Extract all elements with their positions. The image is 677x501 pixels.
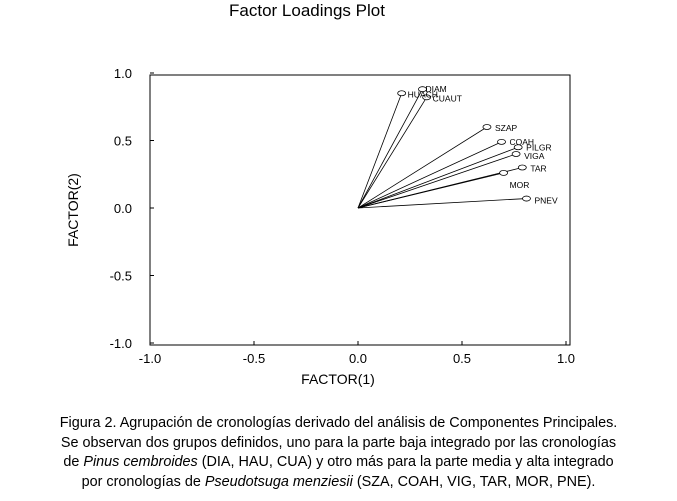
figure-caption bbox=[0, 414, 677, 492]
x-axis-label: FACTOR(1) bbox=[301, 371, 375, 387]
x-tick-label: -0.5 bbox=[242, 351, 266, 366]
loading-label: VIGA bbox=[524, 151, 545, 161]
caption-line-3: de Pinus cembroides (DIA, HAU, CUA) y otro más para la parte media y alta integrado bbox=[63, 454, 614, 470]
loading-label: PNEV bbox=[534, 195, 558, 206]
loading-marker bbox=[522, 196, 530, 201]
loading-label: HUACH bbox=[407, 89, 438, 100]
loading-marker bbox=[398, 91, 406, 96]
y-tick-label: 1.0 bbox=[113, 66, 132, 81]
loading-vector bbox=[358, 97, 427, 208]
x-tick-label: -1.0 bbox=[138, 351, 162, 366]
loading-vector bbox=[358, 147, 518, 208]
y-tick-label: -1.0 bbox=[109, 336, 132, 351]
loading-vector bbox=[358, 89, 422, 208]
loading-label: DIAM bbox=[425, 84, 447, 95]
loading-marker bbox=[500, 170, 508, 175]
loading-vector bbox=[358, 127, 487, 208]
loading-label: COAH bbox=[509, 136, 535, 147]
loading-marker bbox=[512, 152, 520, 157]
caption-line-4: por cronologías de Pseudotsuga menziesii (SZA, COAH, VIG, TAR, MOR, PNE). bbox=[81, 473, 596, 490]
loading-marker bbox=[518, 165, 526, 170]
loading-marker bbox=[498, 139, 506, 144]
loading-vector bbox=[358, 154, 516, 208]
loading-label: TAR bbox=[530, 163, 547, 174]
x-tick-label: 0.5 bbox=[452, 351, 472, 366]
y-tick-label: 0.5 bbox=[113, 133, 132, 149]
loading-label: MOR bbox=[509, 179, 530, 190]
loading-label: CUAUT bbox=[432, 93, 462, 104]
y-tick-label: -0.5 bbox=[109, 268, 132, 284]
loading-vector bbox=[358, 199, 526, 208]
loading-labels bbox=[408, 84, 558, 205]
y-axis-label: FACTOR(2) bbox=[65, 173, 81, 247]
loading-vectors bbox=[358, 89, 526, 208]
loading-label: SZAP bbox=[494, 123, 518, 133]
y-tick-label: 0.0 bbox=[113, 201, 132, 216]
loading-label: PILGR bbox=[526, 142, 552, 153]
y-axis-ticks bbox=[110, 66, 154, 351]
caption-line-1: Figura 2. Agrupación de cronologías derivado del análisis de Componentes Principales. bbox=[59, 415, 618, 431]
x-tick-label: 0.0 bbox=[348, 351, 368, 366]
loading-marker bbox=[483, 125, 491, 130]
chart-title: Factor Loadings Plot bbox=[229, 1, 385, 20]
caption-line-2: Se observan dos grupos definidos, uno para la parte baja integrado por las cronologías bbox=[60, 434, 617, 451]
x-tick-label: 1.0 bbox=[556, 351, 576, 366]
loading-vector bbox=[358, 173, 504, 208]
plot-frame bbox=[150, 75, 570, 345]
